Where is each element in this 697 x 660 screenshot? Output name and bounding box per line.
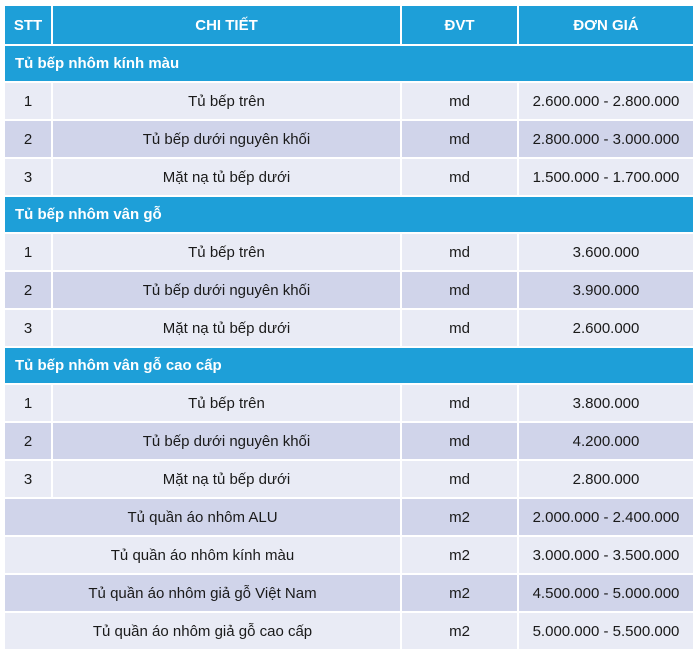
cell-detail: Tủ bếp trên [52, 233, 401, 271]
section-row [4, 347, 694, 384]
wardrobe-row [4, 536, 694, 574]
cell-detail: Tủ bếp dưới nguyên khối [52, 271, 401, 309]
section-title: Tủ bếp nhôm kính màu [4, 45, 694, 82]
table-body [4, 45, 694, 650]
cell-stt: 1 [4, 82, 52, 120]
cell-stt: 3 [4, 158, 52, 196]
table-row [4, 384, 694, 422]
wardrobe-row [4, 498, 694, 536]
header-unit: ĐVT [401, 5, 518, 45]
cell-price: 3.800.000 [518, 384, 694, 422]
cell-detail: Tủ quần áo nhôm giả gỗ cao cấp [4, 612, 401, 650]
section-row [4, 196, 694, 233]
cell-unit: md [401, 120, 518, 158]
cell-detail: Mặt nạ tủ bếp dưới [52, 158, 401, 196]
cell-price: 1.500.000 - 1.700.000 [518, 158, 694, 196]
cell-unit: md [401, 384, 518, 422]
table-row [4, 233, 694, 271]
table-row [4, 120, 694, 158]
cell-stt: 1 [4, 384, 52, 422]
table-row [4, 309, 694, 347]
wardrobe-row [4, 612, 694, 650]
table-header [4, 5, 694, 45]
section-row [4, 45, 694, 82]
price-table [3, 4, 695, 651]
cell-unit: m2 [401, 536, 518, 574]
cell-unit: m2 [401, 574, 518, 612]
cell-price: 2.600.000 - 2.800.000 [518, 82, 694, 120]
table-row [4, 422, 694, 460]
cell-price: 4.200.000 [518, 422, 694, 460]
cell-price: 2.800.000 [518, 460, 694, 498]
cell-stt: 3 [4, 460, 52, 498]
header-detail: CHI TIẾT [52, 5, 401, 45]
cell-price: 2.000.000 - 2.400.000 [518, 498, 694, 536]
cell-detail: Tủ quần áo nhôm kính màu [4, 536, 401, 574]
cell-price: 3.600.000 [518, 233, 694, 271]
cell-stt: 1 [4, 233, 52, 271]
cell-price: 2.800.000 - 3.000.000 [518, 120, 694, 158]
cell-detail: Mặt nạ tủ bếp dưới [52, 460, 401, 498]
cell-price: 4.500.000 - 5.000.000 [518, 574, 694, 612]
cell-unit: md [401, 460, 518, 498]
cell-unit: m2 [401, 612, 518, 650]
header-price: ĐƠN GIÁ [518, 5, 694, 45]
cell-price: 2.600.000 [518, 309, 694, 347]
cell-unit: md [401, 233, 518, 271]
wardrobe-row [4, 574, 694, 612]
section-title: Tủ bếp nhôm vân gỗ cao cấp [4, 347, 694, 384]
cell-stt: 2 [4, 271, 52, 309]
table-row [4, 271, 694, 309]
cell-detail: Tủ bếp dưới nguyên khối [52, 422, 401, 460]
cell-price: 5.000.000 - 5.500.000 [518, 612, 694, 650]
section-title: Tủ bếp nhôm vân gỗ [4, 196, 694, 233]
cell-detail: Tủ bếp trên [52, 384, 401, 422]
cell-stt: 3 [4, 309, 52, 347]
cell-unit: md [401, 422, 518, 460]
cell-detail: Tủ quần áo nhôm ALU [4, 498, 401, 536]
cell-detail: Tủ bếp dưới nguyên khối [52, 120, 401, 158]
cell-detail: Tủ bếp trên [52, 82, 401, 120]
cell-unit: md [401, 271, 518, 309]
header-stt: STT [4, 5, 52, 45]
cell-unit: md [401, 82, 518, 120]
cell-stt: 2 [4, 422, 52, 460]
table-row [4, 158, 694, 196]
cell-unit: md [401, 309, 518, 347]
cell-price: 3.900.000 [518, 271, 694, 309]
cell-detail: Mặt nạ tủ bếp dưới [52, 309, 401, 347]
header-row [4, 5, 694, 45]
cell-stt: 2 [4, 120, 52, 158]
table-row [4, 460, 694, 498]
cell-detail: Tủ quần áo nhôm giả gỗ Việt Nam [4, 574, 401, 612]
cell-unit: md [401, 158, 518, 196]
cell-unit: m2 [401, 498, 518, 536]
table-row [4, 82, 694, 120]
cell-price: 3.000.000 - 3.500.000 [518, 536, 694, 574]
